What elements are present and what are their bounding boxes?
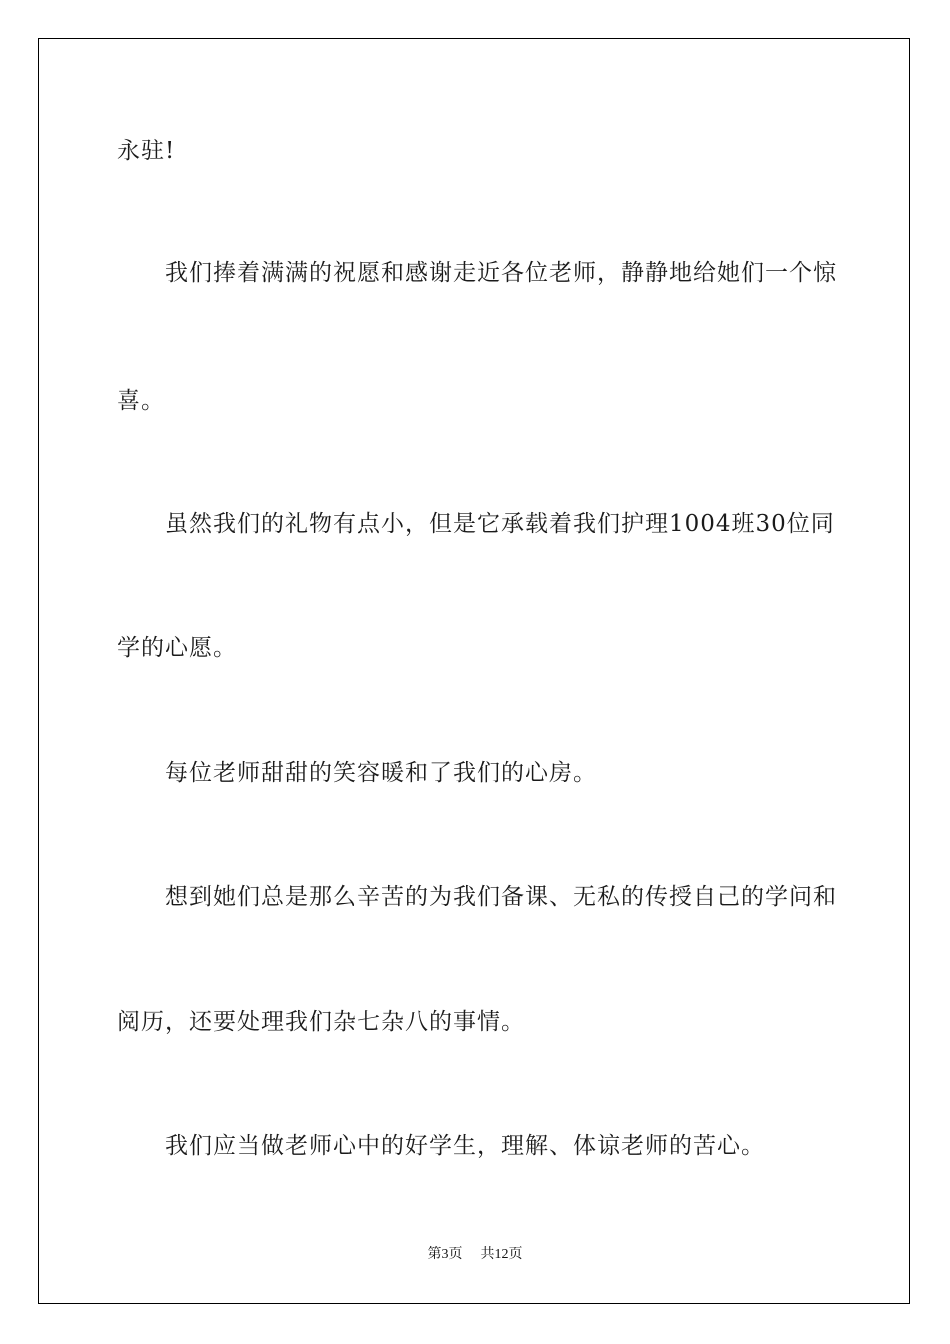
text-line: 想到她们总是那么辛苦的为我们备课、无私的传授自己的学问和: [165, 884, 837, 910]
text-line: 我们捧着满满的祝愿和感谢走近各位老师，静静地给她们一个惊: [165, 260, 837, 286]
text-line: 永驻!: [117, 138, 176, 164]
page-border: [38, 38, 910, 1304]
text-line: 每位老师甜甜的笑容暖和了我们的心房。: [165, 760, 597, 786]
page-footer: [0, 1246, 950, 1264]
text-line: 我们应当做老师心中的好学生，理解、体谅老师的苦心。: [165, 1133, 765, 1159]
page-number-current: 第3页: [427, 1247, 463, 1262]
text-line: 学的心愿。: [117, 635, 237, 661]
page-number-total: 共12页: [480, 1247, 523, 1262]
text-line: 虽然我们的礼物有点小，但是它承载着我们护理1004班30位同: [165, 511, 835, 537]
text-line: 阅历，还要处理我们杂七杂八的事情。: [117, 1009, 525, 1035]
text-line: 喜。: [117, 388, 165, 414]
